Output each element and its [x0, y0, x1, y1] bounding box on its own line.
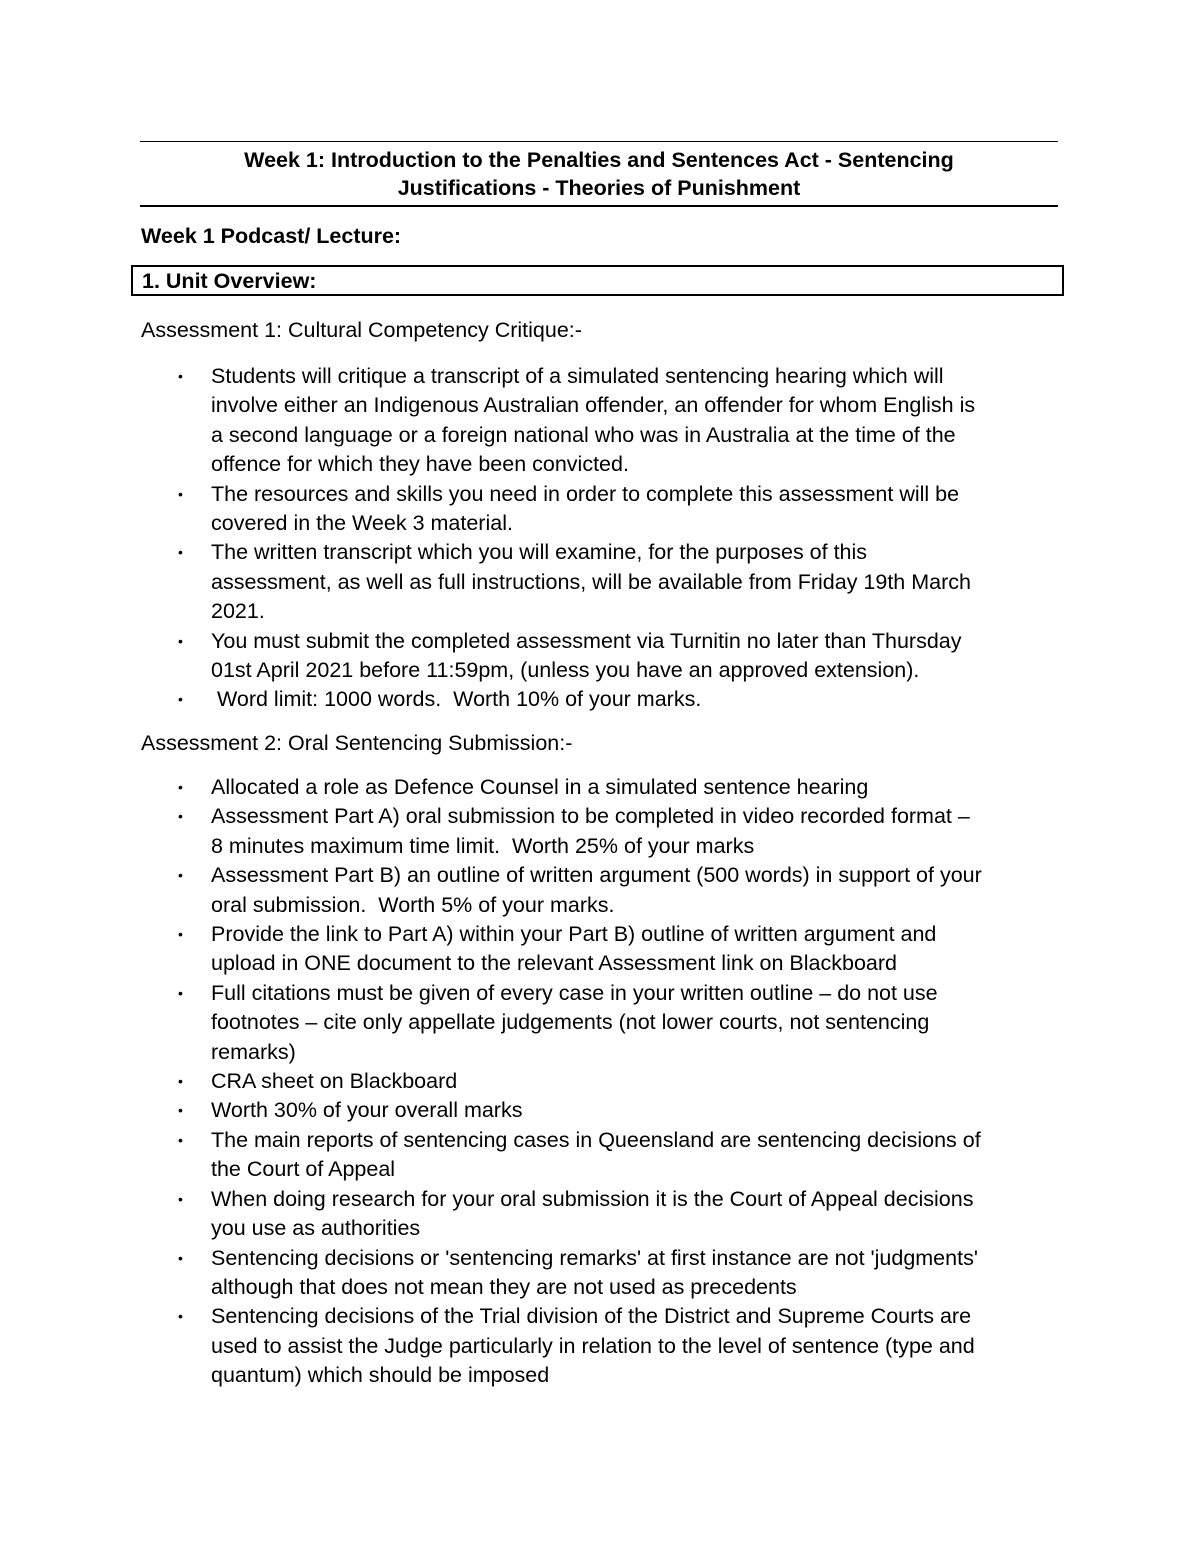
list-item [141, 1096, 1071, 1125]
list-item-line: When doing research for your oral submission it is the Court of Appeal decisions [211, 1186, 974, 1211]
bullet-icon: • [178, 1073, 183, 1090]
list-item-line: you use as authorities [211, 1216, 421, 1241]
list-item-line: 2021. [211, 599, 265, 624]
bullet-icon: • [178, 779, 183, 795]
list-item-line: remarks) [211, 1039, 296, 1064]
bullet-icon: • [178, 1308, 183, 1325]
bullet-icon: • [178, 1131, 183, 1148]
bullet-icon: • [178, 691, 183, 708]
bullet-icon: • [178, 368, 183, 384]
list-item-line: Word limit: 1000 words. Worth 10% of your marks. [211, 687, 702, 712]
list-item [141, 920, 1071, 979]
list-item [141, 1244, 1071, 1303]
list-item [141, 1067, 1071, 1096]
list-item [141, 1302, 1071, 1390]
unit-overview-heading: 1. Unit Overview: [131, 265, 1064, 296]
bullet-icon: • [178, 808, 183, 825]
bullet-icon: • [178, 1190, 183, 1207]
list-item-line: The main reports of sentencing cases in Queensland are sentencing decisions of [211, 1127, 981, 1152]
list-item [141, 773, 1071, 802]
list-item-line: although that does not mean they are not used as precedents [211, 1274, 797, 1299]
list-item-line: the Court of Appeal [211, 1157, 396, 1182]
list-item [141, 1126, 1071, 1185]
list-item [141, 802, 1071, 861]
title-line-1: Week 1: Introduction to the Penalties and Sentences Act - Sentencing [244, 148, 954, 172]
assessment-1-bullet-list [141, 362, 1071, 715]
list-item [141, 861, 1071, 920]
bullet-icon: • [178, 926, 183, 943]
list-item [141, 979, 1071, 1067]
list-item-line: offence for which they have been convicted. [211, 452, 629, 477]
document-title [140, 141, 1058, 207]
list-item-line: Provide the link to Part A) within your Part B) outline of written argument and [211, 922, 937, 947]
bullet-icon: • [178, 544, 183, 561]
list-item-line: You must submit the completed assessment via Turnitin no later than Thursday [211, 628, 962, 653]
list-item-line: a second language or a foreign national who was in Australia at the time of the [211, 422, 956, 447]
list-item-line: Assessment Part A) oral submission to be completed in video recorded format – [211, 804, 970, 829]
list-item-line: covered in the Week 3 material. [211, 511, 513, 536]
list-item-line: assessment, as well as full instructions, will be available from Friday 19th March [211, 569, 971, 594]
list-item-line: 01st April 2021 before 11:59pm, (unless you have an approved extension). [211, 658, 920, 683]
list-item-line: oral submission. Worth 5% of your marks. [211, 892, 615, 917]
list-item-line: Assessment Part B) an outline of written argument (500 words) in support of your [211, 863, 982, 888]
list-item-line: footnotes – cite only appellate judgements (not lower courts, not sentencing [211, 1010, 930, 1035]
title-line-2: Justifications - Theories of Punishment [397, 176, 801, 200]
list-item-line: Full citations must be given of every case in your written outline – do not use [211, 980, 938, 1005]
list-item-line: The written transcript which you will examine, for the purposes of this [211, 540, 868, 565]
list-item [141, 538, 1071, 626]
list-item-line: The resources and skills you need in order to complete this assessment will be [211, 481, 960, 506]
list-item-line: Allocated a role as Defence Counsel in a simulated sentence hearing [211, 775, 869, 799]
assessment-2-heading: Assessment 2: Oral Sentencing Submission:- [141, 731, 573, 755]
bullet-icon: • [178, 485, 183, 502]
list-item-line: CRA sheet on Blackboard [211, 1069, 458, 1094]
list-item [141, 685, 1071, 714]
podcast-lecture-heading: Week 1 Podcast/ Lecture: [141, 224, 402, 248]
list-item-line: Worth 30% of your overall marks [211, 1098, 523, 1123]
assessment-1-heading: Assessment 1: Cultural Competency Critique:- [141, 318, 582, 342]
list-item-line: involve either an Indigenous Australian offender, an offender for whom English is [211, 393, 976, 418]
list-item-line: Students will critique a transcript of a simulated sentencing hearing which will [211, 364, 944, 388]
list-item-line: Sentencing decisions or 'sentencing remarks' at first instance are not 'judgments' [211, 1245, 978, 1270]
bullet-icon: • [178, 984, 183, 1001]
list-item-line: upload in ONE document to the relevant Assessment link on Blackboard [211, 951, 897, 976]
bullet-icon: • [178, 867, 183, 884]
list-item [141, 1185, 1071, 1244]
list-item-line: used to assist the Judge particularly in relation to the level of sentence (type and [211, 1333, 975, 1358]
assessment-2-bullet-list [141, 773, 1071, 1391]
list-item [141, 480, 1071, 539]
list-item-line: 8 minutes maximum time limit. Worth 25% of your marks [211, 833, 755, 858]
bullet-icon: • [178, 1249, 183, 1266]
list-item [141, 362, 1071, 480]
bullet-icon: • [178, 1102, 183, 1119]
list-item-line: quantum) which should be imposed [211, 1363, 550, 1388]
bullet-icon: • [178, 632, 183, 649]
list-item-line: Sentencing decisions of the Trial division of the District and Supreme Courts are [211, 1304, 972, 1329]
list-item [141, 627, 1071, 686]
